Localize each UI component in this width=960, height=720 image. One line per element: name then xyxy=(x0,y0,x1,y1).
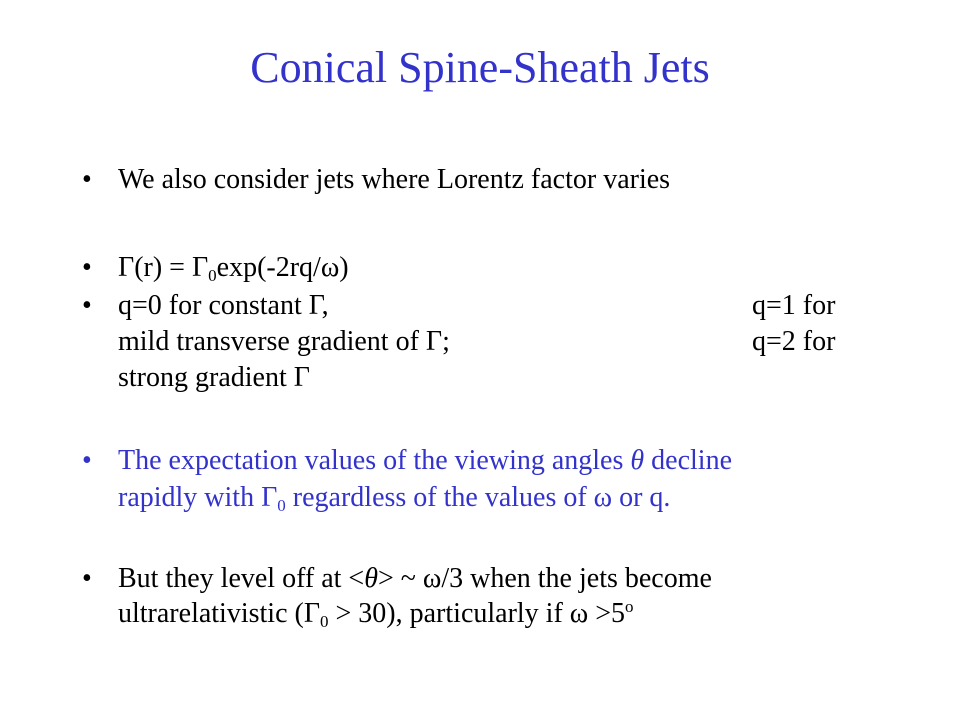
level-off-line-2-mid: > 30), particularly if ω >5 xyxy=(328,598,626,629)
level-off-line-2 xyxy=(118,596,634,632)
gamma-subscript: 0 xyxy=(277,496,286,515)
q-line-1-right: q=1 for xyxy=(752,290,836,321)
level-off-line-1 xyxy=(118,561,712,597)
q-line-3: strong gradient Γ xyxy=(118,362,310,393)
level-off-line-2-pre: ultrarelativistic (Γ xyxy=(118,598,321,629)
slide-title: Conical Spine-Sheath Jets xyxy=(250,43,710,92)
q-line-2-right: q=2 for xyxy=(752,326,836,357)
expectation-line-1-post: decline xyxy=(644,445,732,476)
level-off-line-1-pre: But they level off at < xyxy=(118,563,365,594)
gamma-subscript: 0 xyxy=(320,612,329,631)
expectation-line-2-post: regardless of the values of ω or q. xyxy=(285,482,671,513)
formula-post: exp(-2rq/ω) xyxy=(216,252,349,283)
q-line-1-left: q=0 for constant Γ, xyxy=(118,290,329,321)
q-line-2-left: mild transverse gradient of Γ; xyxy=(118,326,450,357)
formula-subscript: 0 xyxy=(208,266,217,285)
bullet-dot: • xyxy=(82,445,92,476)
expectation-line-2 xyxy=(118,480,670,516)
bullet-gamma-formula xyxy=(118,250,349,286)
theta-symbol: θ xyxy=(364,563,378,594)
bullet-lorentz-varies: We also consider jets where Lorentz factor varies xyxy=(118,164,671,195)
expectation-line-1-pre: The expectation values of the viewing angles xyxy=(118,445,631,476)
expectation-line-1 xyxy=(118,443,732,479)
bullet-dot: • xyxy=(82,290,92,321)
formula-pre: Γ(r) = Γ xyxy=(118,252,209,283)
bullet-dot: • xyxy=(82,252,92,283)
bullet-dot: • xyxy=(82,563,92,594)
bullet-dot: • xyxy=(82,164,92,195)
theta-symbol: θ xyxy=(630,445,645,476)
expectation-line-2-pre: rapidly with Γ xyxy=(118,482,278,513)
level-off-line-1-post: > ~ ω/3 when the jets become xyxy=(377,563,712,594)
degree-superscript: o xyxy=(625,597,634,616)
